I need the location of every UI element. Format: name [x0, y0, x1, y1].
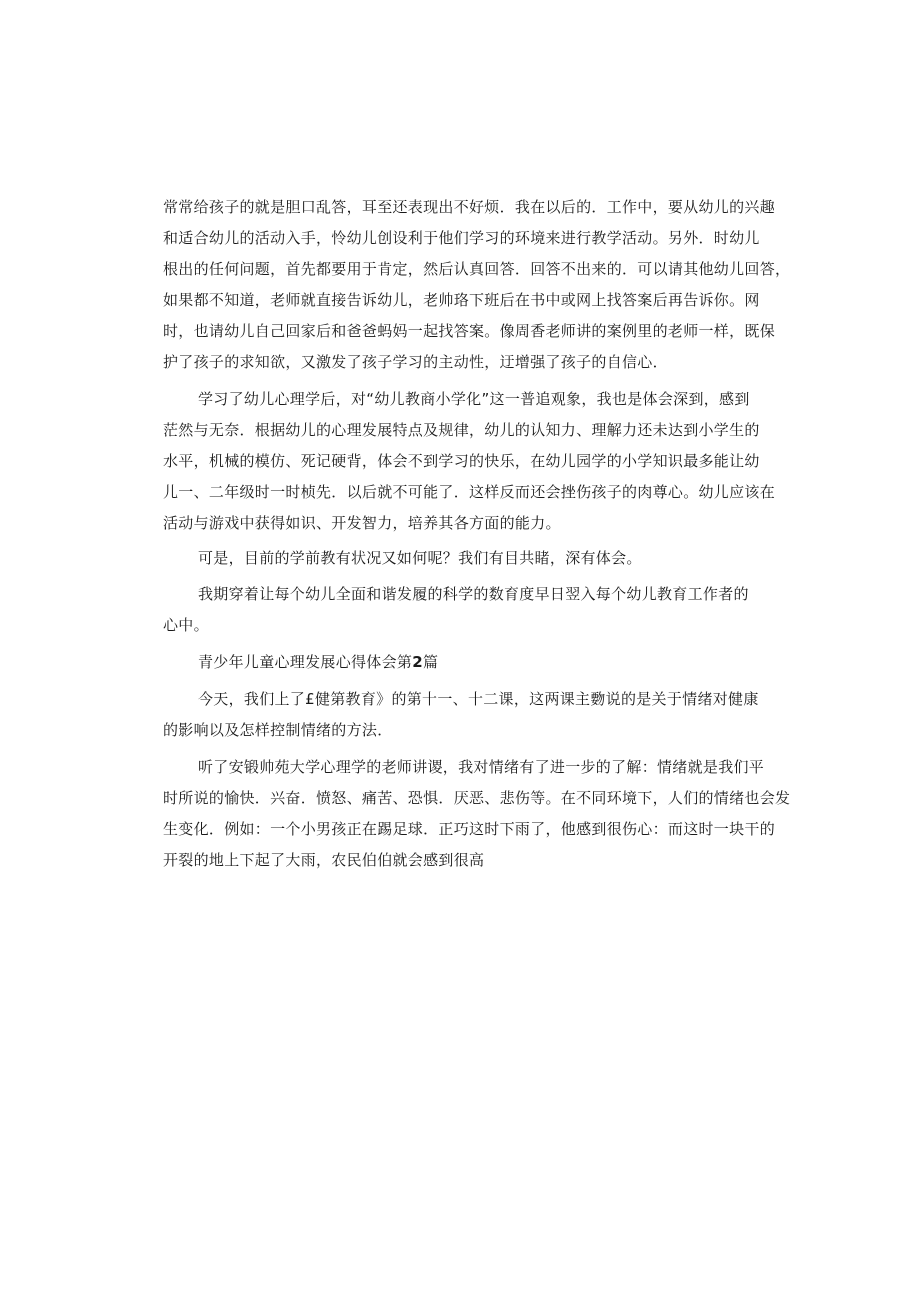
text-line: 听了安锻帅苑大学心理学的老师讲谡，我对情绪有了进一步的了解：情绪就是我们平 — [198, 758, 765, 776]
text-line: 今天，我们上了£健第教育》的第十一、十二课，这两课主覅说的是关于情绪对健康 — [198, 690, 759, 708]
section-title-suffix: 篇 — [422, 653, 439, 671]
section-title-prefix: 青少年儿童心理发展心得体会第 — [198, 653, 413, 671]
paragraph-3 — [163, 543, 763, 574]
text-line: 我期穿着让每个幼儿全面和谐发履的科学的数育度早日翌入每个幼儿教育工作者的 — [198, 585, 749, 603]
text-line: 心中。 — [163, 616, 209, 634]
paragraph-6 — [163, 752, 791, 876]
text-line: 如果都不知道，老师就直接告诉幼儿，老帅珞下班后在书中或网上找答案后再告诉你。网 — [163, 291, 760, 309]
paragraph-1 — [163, 192, 791, 378]
text-line: 儿一、二年级时一时桢先．以后就不可能了．这样反而还会挫伤孩子的肉尊心。幼儿应该在 — [163, 483, 776, 501]
text-line: 护了孩子的求知欲，又激发了孩子学习的主动性，迂增强了孩子的自信心． — [163, 353, 668, 371]
paragraph-5 — [163, 684, 763, 746]
text-line: 时，也请幼儿自己回家后和爸爸蚂妈一起找答案。像周香老师讲的案例里的老师一样，既保 — [163, 322, 776, 340]
text-line: 学习了幼儿心理学后，对“幼儿教商小学化”这一普追观象，我也是体会深到，感到 — [198, 390, 750, 408]
paragraph-2 — [163, 384, 776, 539]
text-line: 时所说的愉快．兴奋．愤怒、痛苦、恐惧．厌恶、悲伤等。在不同环境下，人们的情绪也会发 — [163, 789, 791, 807]
text-line: 根出的任何问题，首先都要用于肯定，然后认真回答．回答不出来的．可以请其他幼儿回答， — [163, 260, 791, 278]
text-line: 常常给孩子的就是胆口乱答，耳至还表现出不好烦．我在以后的．工作中，要从幼儿的兴趣 — [163, 198, 776, 216]
paragraph-4 — [163, 579, 763, 641]
text-line: 生变化．例如：一个小男孩正在踢足球．正巧这时下雨了，他感到很伤心：而这时一块干的 — [163, 820, 776, 838]
text-line: 茫然与无奈．根据幼儿的心理发展特点及规律，幼儿的认知力、理解力还未达到小学生的 — [163, 421, 760, 439]
text-line: 开裂的地上下起了大雨，农民伯伯就会感到很高 — [163, 851, 485, 869]
text-line: 可是，目前的学前教有状况又如何呢？我们有目共睹，深有体会。 — [198, 549, 642, 567]
section-title-number: 2 — [412, 653, 423, 671]
section-title — [163, 647, 763, 678]
text-line: 和适合幼儿的活动入手，怜幼儿创设利于他们学习的环境来进行教学活动。另外．时幼儿 — [163, 229, 760, 247]
document-page — [163, 192, 791, 876]
text-line: 的影响以及怎样控制情绪的方法． — [163, 721, 393, 739]
text-line: 水平，机械的模仿、死记硬背，体会不到学习的快乐，在幼儿园学的小学知识最多能让幼 — [163, 452, 760, 470]
text-line: 活动与游戏中获得如识、开发智力，培养其各方面的能力。 — [163, 514, 561, 532]
